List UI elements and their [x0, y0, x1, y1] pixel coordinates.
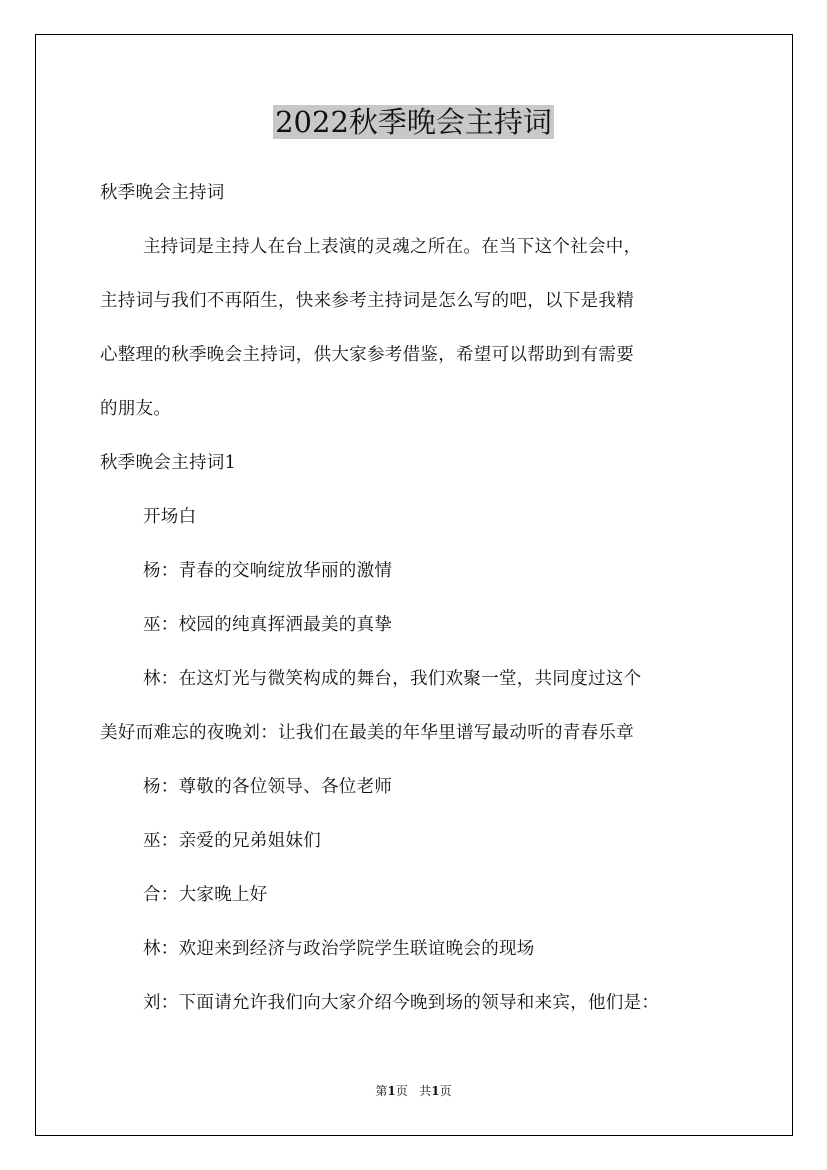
section-heading: 秋季晚会主持词1 [100, 453, 237, 473]
body-line-9: 林：欢迎来到经济与政治学院学生联谊晚会的现场 [143, 939, 535, 959]
document-title [0, 100, 827, 144]
body-line-1: 开场白 [143, 507, 197, 527]
footer-page-current: 1 [387, 1084, 396, 1098]
body-line-6: 杨：尊敬的各位领导、各位老师 [143, 777, 393, 797]
intro-line-3: 心整理的秋季晚会主持词，供大家参考借鉴，希望可以帮助到有需要 [100, 345, 634, 365]
body-line-8: 合：大家晚上好 [143, 885, 268, 905]
footer-mid: 页 共 [395, 1084, 432, 1098]
document-heading: 秋季晚会主持词 [100, 183, 225, 203]
body-line-2: 杨：青春的交响绽放华丽的激情 [143, 561, 393, 581]
footer-prefix: 第 [375, 1084, 388, 1098]
page-footer [0, 1082, 827, 1100]
body-line-4: 林：在这灯光与微笑构成的舞台，我们欢聚一堂，共同度过这个 [143, 669, 642, 689]
intro-line-2: 主持词与我们不再陌生，快来参考主持词是怎么写的吧，以下是我精 [100, 291, 634, 311]
footer-page-total: 1 [431, 1084, 440, 1098]
intro-line-4: 的朋友。 [100, 399, 172, 419]
body-line-5: 美好而难忘的夜晚刘：让我们在最美的年华里谱写最动听的青春乐章 [100, 723, 634, 743]
footer-suffix: 页 [439, 1084, 452, 1098]
body-line-10: 刘：下面请允许我们向大家介绍今晚到场的领导和来宾，他们是： [143, 993, 660, 1013]
body-line-7: 巫：亲爱的兄弟姐妹们 [143, 831, 321, 851]
document-title-text: 2022秋季晚会主持词 [275, 105, 552, 139]
body-line-3: 巫：校园的纯真挥洒最美的真挚 [143, 615, 393, 635]
intro-line-1: 主持词是主持人在台上表演的灵魂之所在。在当下这个社会中， [143, 237, 642, 257]
